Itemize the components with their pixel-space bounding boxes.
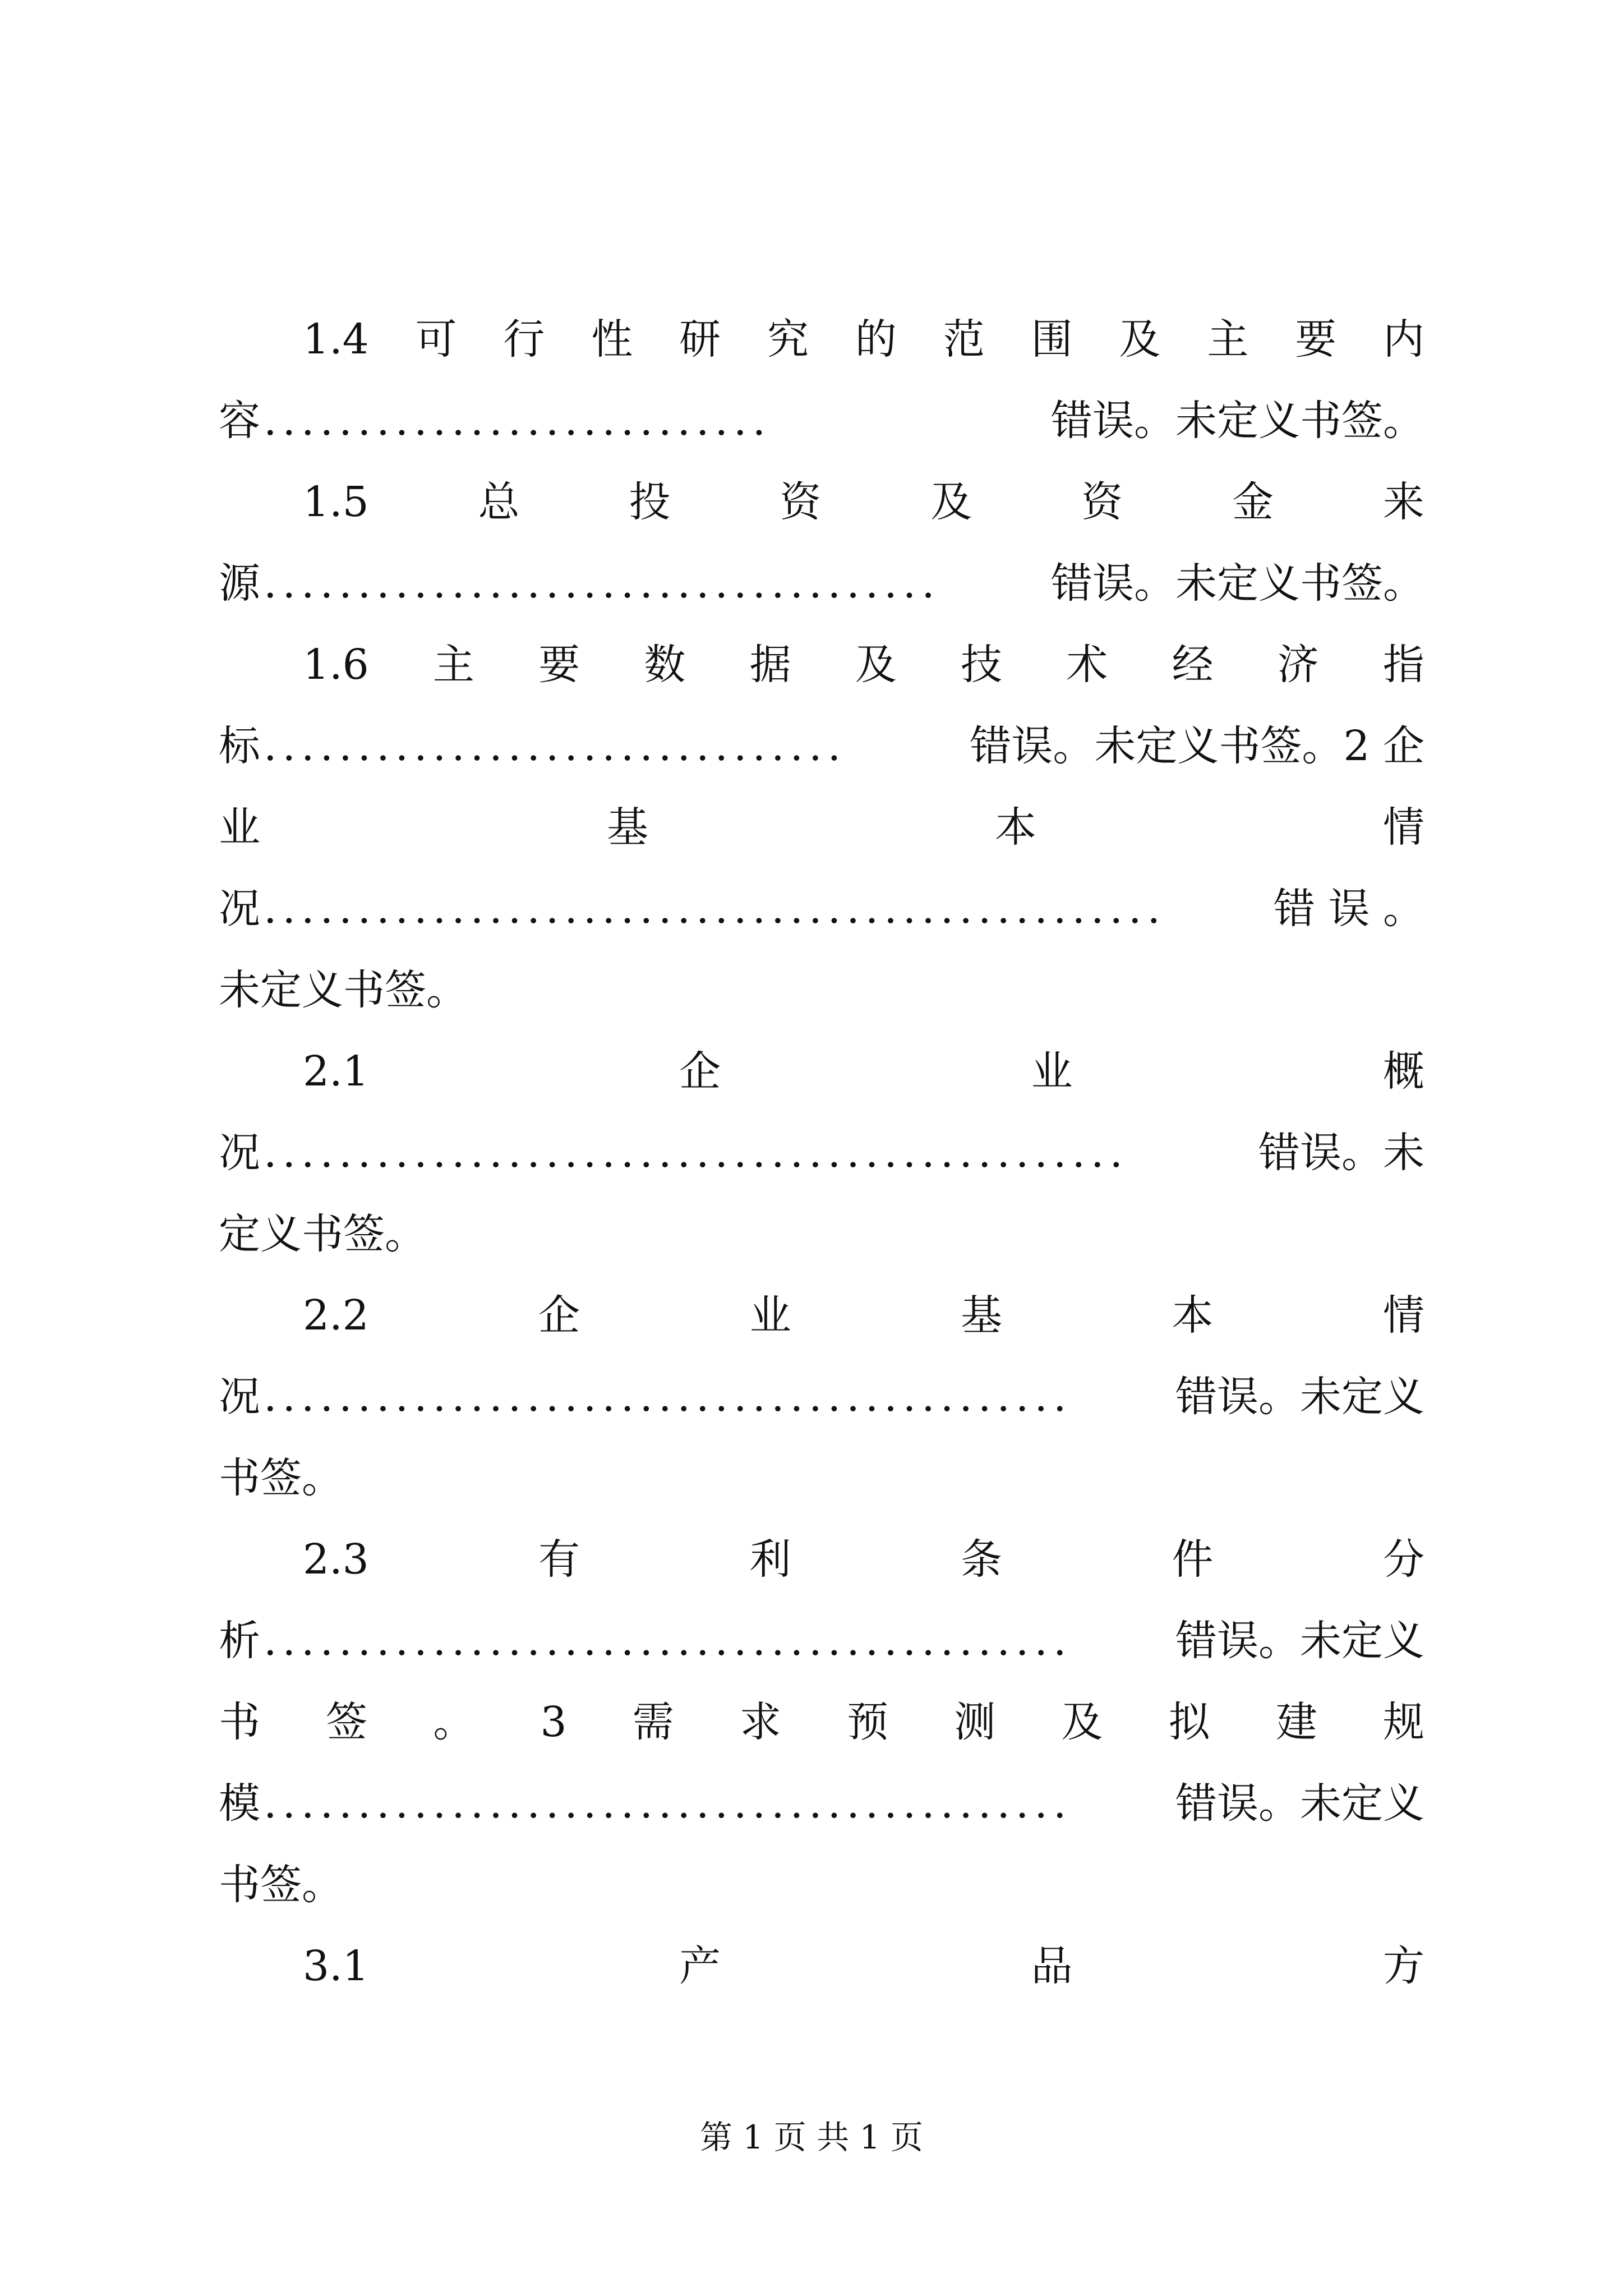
line-token: 条 [961,1535,1003,1584]
line-token: 要 [1295,315,1337,364]
text-line [219,875,1424,942]
text-line [219,1688,1424,1756]
line-token: 业 [749,1291,791,1340]
line-token: 方 [1383,1942,1424,1990]
line-token: 规 [1382,1698,1424,1746]
line-token: 业 [219,803,260,852]
line-token: 基 [961,1291,1003,1340]
text-line [219,1932,1424,2000]
toc-entry-lead: 容 [219,397,260,445]
toc-entry-reference: 错误。未定义书签。 [1051,397,1424,445]
line-token: 概 [1383,1047,1424,1096]
toc-entry-lead: 源 [219,559,260,608]
line-token: 建 [1275,1698,1317,1746]
line-token: 件 [1172,1535,1214,1584]
toc-entry-reference: 错误。未定义书签。 [1051,559,1424,608]
line-token: 业 [1031,1047,1073,1096]
line-token: 主 [1207,315,1249,364]
text-line [219,1770,1424,1837]
line-token: 产 [679,1942,721,1990]
toc-entry-lead: 析 [219,1617,260,1665]
line-token: 分 [1382,1535,1424,1584]
toc-entry-reference: 错误。未定义书签。2 企 [970,722,1424,770]
text-line [219,712,1424,780]
text-line [219,306,1424,373]
line-token: 3 [540,1698,567,1746]
text-line [219,1119,1424,1186]
line-token: 拟 [1168,1698,1210,1746]
line-token: 利 [749,1535,791,1584]
text-line [219,1526,1424,1593]
line-token: 签 [326,1698,368,1746]
line-token: 据 [749,641,791,689]
line-token: 术 [1066,641,1108,689]
line-token: 品 [1031,1942,1073,1990]
toc-entry-reference: 错误。未定义 [1175,1617,1424,1665]
line-token: 主 [432,641,474,689]
toc-entry-reference: 错误。未 [1258,1129,1424,1177]
toc-dot-leader: ........................................... [264,1617,1072,1665]
toc-dot-leader: .................................... [264,559,940,608]
line-token: 及 [855,641,897,689]
line-token: 行 [503,315,545,364]
line-token: 书 [219,1698,260,1746]
line-token: 有 [538,1535,580,1584]
toc-entry-lead: 况 [219,1129,260,1177]
line-token: 需 [632,1698,674,1746]
text-line [219,1038,1424,1105]
toc-entry-lead: 标 [219,722,260,770]
line-token: 1.6 [303,641,369,689]
line-token: 济 [1277,641,1319,689]
line-token: 本 [1172,1291,1214,1340]
toc-dot-leader: ................................................ [264,885,1166,933]
toc-entry-reference: 错 误 。 [1273,885,1424,933]
line-token: 。 [433,1698,475,1746]
line-token: 究 [767,315,809,364]
line-token: 投 [629,478,671,526]
line-token: 围 [1031,315,1073,364]
toc-entry-reference: 错误。未定义 [1175,1779,1424,1828]
line-token: 范 [943,315,985,364]
line-token: 求 [739,1698,781,1746]
text-line [219,794,1424,861]
line-token: 本 [995,803,1036,852]
line-token: 经 [1172,641,1214,689]
line-token: 测 [954,1698,996,1746]
text-line: 定义书签。 [219,1210,426,1258]
line-token: 1.4 [303,315,369,364]
toc-dot-leader: ........................................... [264,1373,1072,1421]
toc-dot-leader: ........................................... [264,1779,1072,1828]
text-line: 未定义书签。 [219,966,468,1014]
line-token: 的 [855,315,897,364]
line-token: 资 [1081,478,1123,526]
line-token: 2.1 [303,1047,369,1096]
line-token: 2.3 [303,1535,369,1584]
line-token: 预 [847,1698,889,1746]
text-line [219,1607,1424,1674]
toc-entry-lead: 况 [219,1373,260,1421]
toc-dot-leader: ........................... [264,397,772,445]
toc-entry-lead: 模 [219,1779,260,1828]
line-token: 3.1 [303,1942,369,1990]
line-token: 1.5 [303,478,369,526]
line-token: 及 [1061,1698,1103,1746]
line-token: 可 [415,315,457,364]
line-token: 情 [1383,803,1424,852]
text-line [219,387,1424,454]
line-token: 数 [644,641,686,689]
text-line [219,468,1424,536]
toc-dot-leader: .............................................. [264,1129,1129,1177]
toc-entry-reference: 错误。未定义 [1175,1373,1424,1421]
line-token: 2.2 [303,1291,369,1340]
line-token: 技 [961,641,1002,689]
text-line: 书签。 [219,1861,343,1909]
line-token: 金 [1232,478,1274,526]
line-token: 要 [538,641,580,689]
line-token: 性 [591,315,633,364]
line-token: 及 [930,478,972,526]
line-token: 情 [1382,1291,1424,1340]
line-token: 指 [1382,641,1424,689]
line-token: 及 [1119,315,1161,364]
line-token: 内 [1383,315,1424,364]
toc-entry-lead: 况 [219,885,260,933]
toc-dot-leader: ............................... [264,722,847,770]
line-token: 来 [1382,478,1424,526]
text-line: 书签。 [219,1454,343,1502]
line-token: 基 [607,803,648,852]
line-token: 研 [679,315,721,364]
page-footer: 第 1 页 共 1 页 [700,2118,923,2156]
line-token: 企 [538,1291,580,1340]
text-line [219,550,1424,617]
line-token: 资 [780,478,822,526]
line-token: 企 [679,1047,721,1096]
text-line [219,1282,1424,1349]
line-token: 总 [478,478,520,526]
text-line [219,631,1424,698]
text-line [219,1363,1424,1430]
